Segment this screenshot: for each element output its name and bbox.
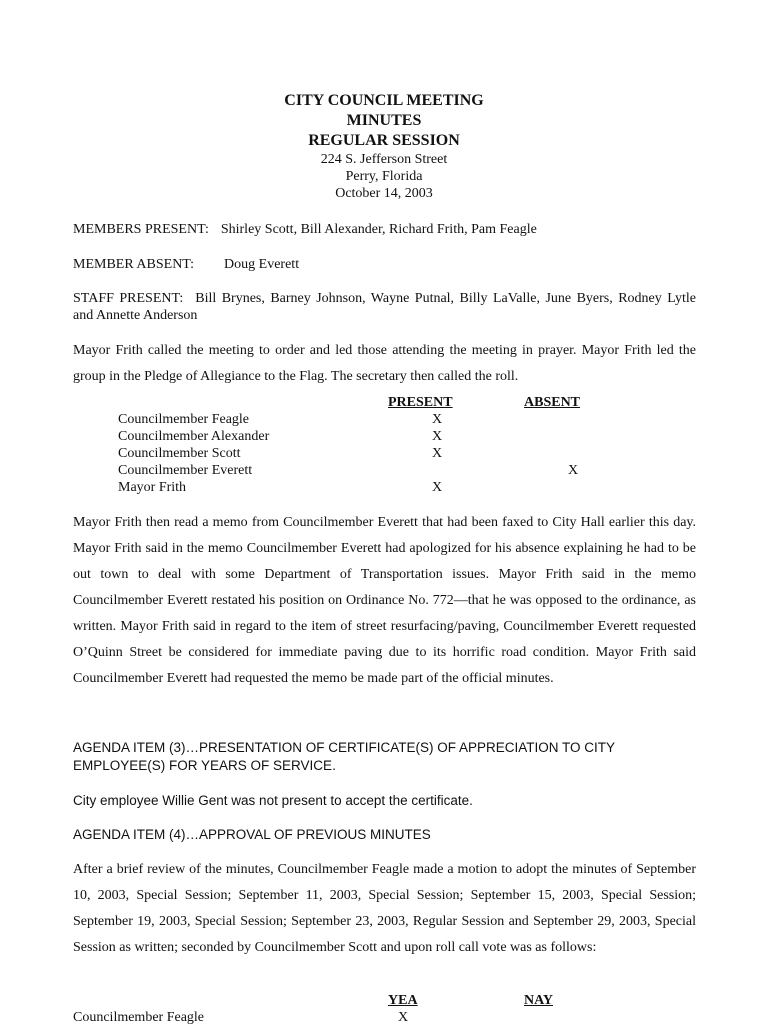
agenda-item-4-text: After a brief review of the minutes, Councilmember Feagle made a motion to adopt the minutes of September 10, 2003, Special Session; September 11, 2003, Special Session; September 15, 2003, Special Session; September 19, 2003, Special Session; September 23, 2003, Regular Session and September 29, 2003, Special Session as written; seconded by Councilmember Scott and upon roll call vote was as follows: <box>73 862 696 955</box>
vote-row <box>0 1009 768 1026</box>
roll-call-header-row <box>0 394 768 411</box>
document-header <box>0 91 768 202</box>
present-mark: X <box>432 412 443 427</box>
roll-call-row <box>0 428 768 445</box>
call-to-order-paragraph: Mayor Frith called the meeting to order and led those attending the meeting in prayer. Mayor Frith led the group in the Pledge of Allegiance to the Flag. The secretary then called the roll. <box>73 343 696 384</box>
roll-call-name: Councilmember Scott <box>118 446 241 461</box>
agenda-item-3-text: City employee Willie Gent was not present to accept the certificate. <box>73 793 473 808</box>
members-present-label: MEMBERS PRESENT: <box>73 222 209 237</box>
absent-column-header: ABSENT <box>524 395 581 410</box>
roll-call-row <box>0 479 768 496</box>
present-mark: X <box>432 429 443 444</box>
staff-present-names: Bill Brynes, Barney Johnson, Wayne Putnal, Billy LaValle, June Byers, Rodney Lytle and Annette Anderson <box>73 291 696 323</box>
agenda-item-4-heading: AGENDA ITEM (4)…APPROVAL OF PREVIOUS MINUTES <box>73 827 431 842</box>
roll-call-name: Councilmember Feagle <box>118 412 250 427</box>
vote-name: Councilmember Feagle <box>73 1010 205 1025</box>
memo-paragraph: Mayor Frith then read a memo from Councilmember Everett that had been faxed to City Hall earlier this day. Mayor Frith said in the memo Councilmember Everett had apologized for his absence explaining he had to be out town to deal with some Department of Transportation issues. Mayor Frith said in the memo Councilmember Everett restated his position on Ordinance No. 772—that he was opposed to the ordinance, as written. Mayor Frith said in regard to the item of street resurfacing/paving, Councilmember Everett requested O’Quinn Street be considered for immediate paving due to its horrific road condition. Mayor Frith said Councilmember Everett had requested the memo be made part of the official minutes. <box>73 515 696 686</box>
member-absent-label: MEMBER ABSENT: <box>73 257 195 272</box>
roll-call-row <box>0 411 768 428</box>
yea-mark: X <box>398 1010 409 1025</box>
roll-call-name: Mayor Frith <box>118 480 187 495</box>
present-mark: X <box>432 446 443 461</box>
roll-call-name: Councilmember Alexander <box>118 429 270 444</box>
vote-header-row <box>0 992 768 1009</box>
roll-call-table <box>0 394 768 496</box>
meeting-city: Perry, Florida <box>345 169 423 184</box>
member-absent-names: Doug Everett <box>224 257 300 272</box>
agenda-item-3-heading: AGENDA ITEM (3)…PRESENTATION OF CERTIFICATE(S) OF APPRECIATION TO CITY EMPLOYEE(S) FOR YEARS OF SERVICE. <box>73 740 615 773</box>
staff-present-label: STAFF PRESENT: <box>73 291 184 306</box>
members-present-names: Shirley Scott, Bill Alexander, Richard Frith, Pam Feagle <box>220 222 537 237</box>
members-present-line <box>73 221 696 238</box>
minutes-title: MINUTES <box>346 112 422 129</box>
roll-call-name: Councilmember Everett <box>118 463 253 478</box>
meeting-date: October 14, 2003 <box>335 186 433 201</box>
roll-call-row <box>0 462 768 479</box>
vote-table <box>0 992 768 1026</box>
member-absent-line <box>73 256 696 273</box>
meeting-title: CITY COUNCIL MEETING <box>284 92 484 109</box>
absent-mark: X <box>568 463 579 478</box>
present-column-header: PRESENT <box>388 395 453 410</box>
yea-column-header: YEA <box>388 993 418 1008</box>
staff-present-line <box>73 290 696 324</box>
present-mark: X <box>432 480 443 495</box>
session-title: REGULAR SESSION <box>308 132 460 149</box>
nay-column-header: NAY <box>524 993 554 1008</box>
roll-call-row <box>0 445 768 462</box>
meeting-address: 224 S. Jefferson Street <box>320 152 448 167</box>
